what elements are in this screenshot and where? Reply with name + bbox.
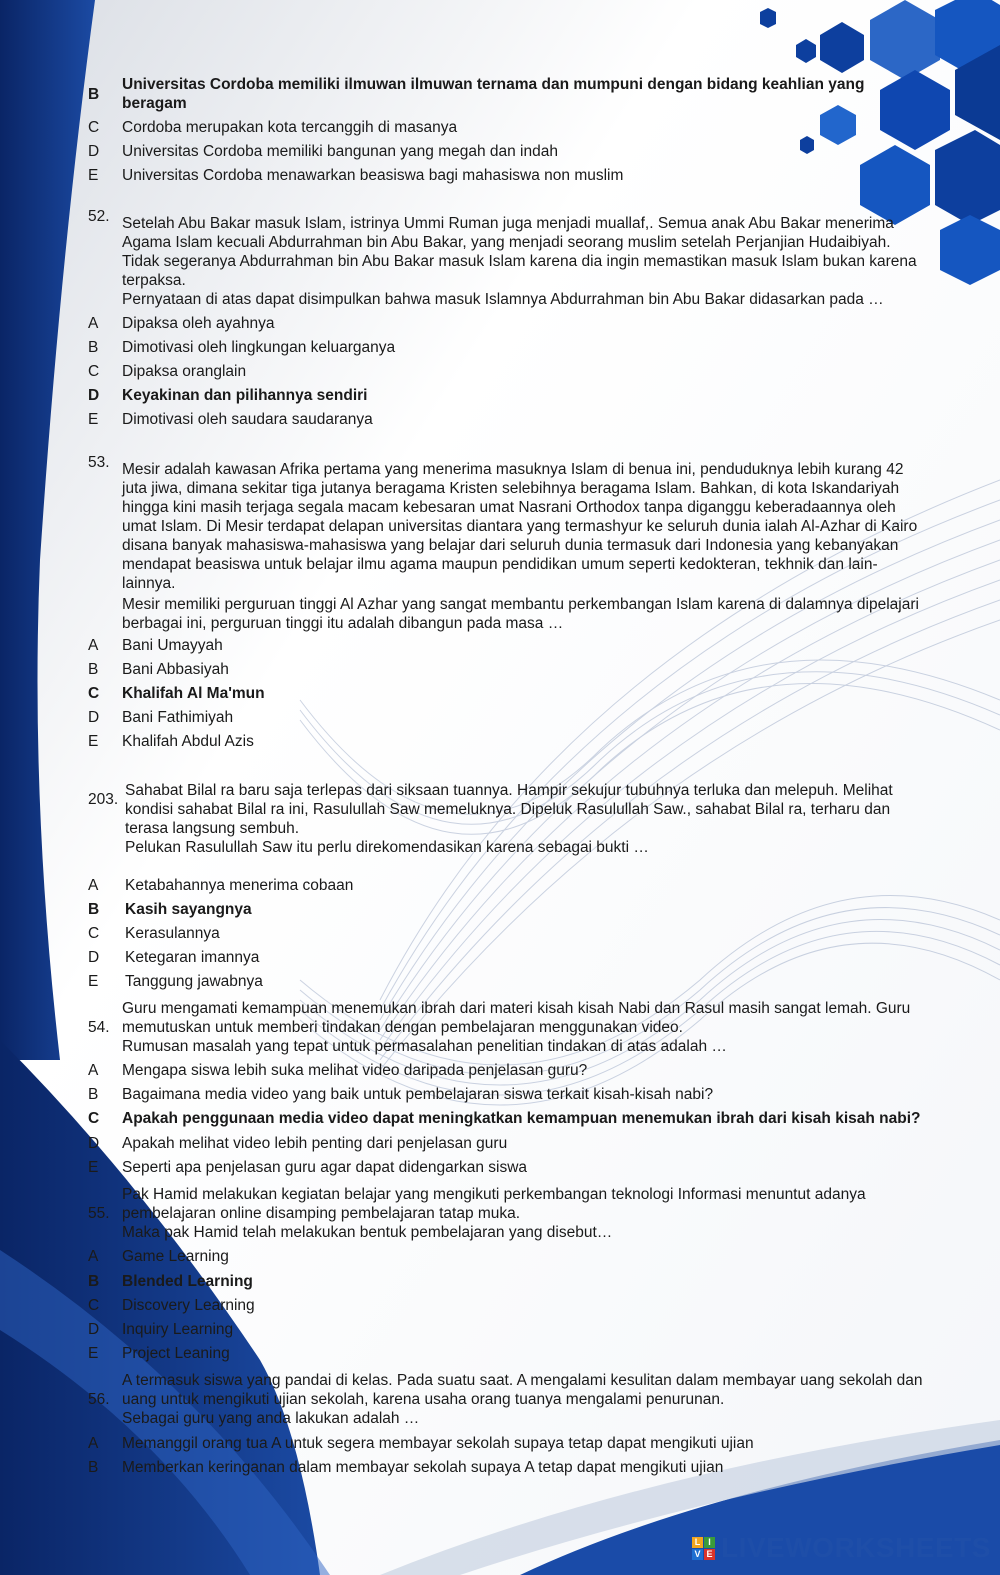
liveworksheets-logo-icon: L I V E xyxy=(692,1537,715,1560)
option-letter: E xyxy=(88,167,99,184)
option-letter: A xyxy=(88,1435,99,1452)
option-text: Dimotivasi oleh saudara saudaranya xyxy=(122,411,373,428)
option-letter: E xyxy=(88,1345,99,1362)
option-letter: E xyxy=(88,411,99,428)
option-letter: A xyxy=(88,877,99,894)
option-text: Mengapa siswa lebih suka melihat video daripada penjelasan guru? xyxy=(122,1062,588,1079)
question-number: 53. xyxy=(88,454,110,471)
option-text: Game Learning xyxy=(122,1248,229,1265)
question-prompt: Pelukan Rasulullah Saw itu perlu direkomendasikan karena sebagai bukti … xyxy=(125,839,649,856)
option-text: Dipaksa oranglain xyxy=(122,363,247,380)
question-text: Mesir adalah kawasan Afrika pertama yang menerima masuknya Islam di benua ini, penduduknya lebih kurang 42 xyxy=(122,461,904,478)
option-letter: E xyxy=(88,1159,99,1176)
question-prompt: berbagai ini, perguruan tinggi itu adalah dibangun pada masa … xyxy=(122,615,564,632)
option-letter: A xyxy=(88,1248,99,1265)
option-letter: A xyxy=(88,1062,99,1079)
option-text: Seperti apa penjelasan guru agar dapat didengarkan siswa xyxy=(122,1159,528,1176)
question-text: terasa langsung sembuh. xyxy=(125,820,300,837)
question-text: Sahabat Bilal ra baru saja terlepas dari siksaan tuannya. Hampir sekujur tubuhnya terluka dan melepuh. Melihat xyxy=(125,782,893,799)
option-text: Kerasulannya xyxy=(125,925,220,942)
question-prompt: Sebagai guru yang anda lakukan adalah … xyxy=(122,1410,420,1427)
option-text: Khalifah Abdul Azis xyxy=(122,733,254,750)
question-number: 56. xyxy=(88,1391,110,1408)
question-text: mendapat beasiswa untuk belajar ilmu agama maupun pendidikan umum seperti kedokteran, tekhnik dan lain- xyxy=(122,556,878,573)
option-text: Ketegaran imannya xyxy=(125,949,260,966)
question-text: kondisi sahabat Bilal ra ini, Rasulullah Saw memeluknya. Dipeluk Rasulullah Saw., sahabat Bilal ra, terharu dan xyxy=(125,801,891,818)
option-letter: A xyxy=(88,315,99,332)
option-text: Bagaimana media video yang baik untuk pembelajaran siswa terkait kisah-kisah nabi? xyxy=(122,1086,714,1103)
option-letter: A xyxy=(88,637,99,654)
option-letter: D xyxy=(88,949,100,966)
option-text-b-line1: Universitas Cordoba memiliki ilmuwan ilmuwan ternama dan mumpuni dengan bidang keahlian yang xyxy=(122,76,865,93)
question-text: Guru mengamati kemampuan menemukan ibrah dari materi kisah kisah Nabi dan Rasul masih sangat lemah. Guru xyxy=(122,1000,911,1017)
option-text-d: Universitas Cordoba memiliki bangunan yang megah dan indah xyxy=(122,143,558,160)
option-text: Tanggung jawabnya xyxy=(125,973,263,990)
option-text-correct: Apakah penggunaan media video dapat meningkatkan kemampuan menemukan ibrah dari kisah kisah nabi? xyxy=(122,1110,921,1127)
option-text: Dipaksa oleh ayahnya xyxy=(122,315,275,332)
option-letter-correct: C xyxy=(88,685,100,702)
option-letter-correct: D xyxy=(88,387,100,404)
option-letter: B xyxy=(88,1459,99,1476)
option-letter: B xyxy=(88,86,100,103)
option-text-c: Cordoba merupakan kota tercanggih di masanya xyxy=(122,119,458,136)
option-text: Memberkan keringanan dalam membayar sekolah supaya A tetap dapat mengikuti ujian xyxy=(122,1459,724,1476)
option-letter: C xyxy=(88,1297,100,1314)
option-letter: B xyxy=(88,339,99,356)
option-letter: E xyxy=(88,973,99,990)
option-text: Bani Umayyah xyxy=(122,637,223,654)
liveworksheets-brand[interactable] xyxy=(692,1532,991,1564)
question-text: memutuskan untuk memberi tindakan dengan pembelajaran menggunakan video. xyxy=(122,1019,683,1036)
option-text: Inquiry Learning xyxy=(122,1321,234,1338)
option-letter: C xyxy=(88,925,100,942)
question-prompt: Rumusan masalah yang tepat untuk permasalahan penelitian tindakan di atas adalah … xyxy=(122,1038,727,1055)
question-text: Pak Hamid melakukan kegiatan belajar yang mengikuti perkembangan teknologi Informasi menuntut adanya xyxy=(122,1186,866,1203)
question-text: pembelajaran online disamping pembelajaran tatap muka. xyxy=(122,1205,521,1222)
option-text: Ketabahannya menerima cobaan xyxy=(125,877,354,894)
option-letter: C xyxy=(88,119,100,136)
option-letter: C xyxy=(88,363,100,380)
option-text-correct: Keyakinan dan pilihannya sendiri xyxy=(122,387,368,404)
option-text-correct: Khalifah Al Ma'mun xyxy=(122,685,265,702)
question-number: 52. xyxy=(88,208,110,225)
question-text: umat Islam. Di Mesir terdapat delapan universitas diantara yang termashyur ke seluruh dunia ialah Al-Azhar di Kairo xyxy=(122,518,918,535)
brand-text: LIVEWORKSHEETS xyxy=(721,1532,991,1563)
option-letter: D xyxy=(88,1321,100,1338)
option-letter-correct: B xyxy=(88,901,100,918)
option-text: Discovery Learning xyxy=(122,1297,255,1314)
option-text: Dimotivasi oleh lingkungan keluarganya xyxy=(122,339,396,356)
question-number: 203. xyxy=(88,791,119,808)
option-text-e: Universitas Cordoba menawarkan beasiswa bagi mahasiswa non muslim xyxy=(122,167,624,184)
option-text-correct: Kasih sayangnya xyxy=(125,901,252,918)
option-letter: D xyxy=(88,143,100,160)
question-text: juta jiwa, dimana sekitar tiga jutanya beragama Kristen selebihnya beragama Islam. Bahkan, di kota Iskandariyah xyxy=(122,480,900,497)
question-text: uang untuk mengikuti ujian sekolah, karena usaha orang tuanya mengalami penurunan. xyxy=(122,1391,725,1408)
option-text: Bani Abbasiyah xyxy=(122,661,229,678)
option-letter: B xyxy=(88,1086,99,1103)
option-text-b-line2: beragam xyxy=(122,95,187,112)
question-text: A termasuk siswa yang pandai di kelas. Pada suatu saat. A mengalami kesulitan dalam membayar uang sekolah dan xyxy=(122,1372,923,1389)
option-letter: D xyxy=(88,709,100,726)
question-text: Setelah Abu Bakar masuk Islam, istrinya Ummi Ruman juga menjadi muallaf,. Semua anak Abu Bakar menerima xyxy=(122,215,894,232)
option-letter-correct: C xyxy=(88,1110,100,1127)
option-letter: E xyxy=(88,733,99,750)
option-letter: B xyxy=(88,661,99,678)
option-letter-correct: B xyxy=(88,1273,100,1290)
question-text: disana banyak mahasiswa-mahasiswa yang belajar dari seluruh dunia termasuk dari Indonesia yang kebanyakan xyxy=(122,537,899,554)
question-text: terpaksa. xyxy=(122,272,186,289)
option-text: Project Leaning xyxy=(122,1345,230,1362)
option-text: Apakah melihat video lebih penting dari penjelasan guru xyxy=(122,1135,508,1152)
question-text: Tidak segeranya Abdurrahman bin Abu Bakar masuk Islam karena dia ingin memastikan masuk Islam bukan karena xyxy=(122,253,917,270)
question-prompt: Maka pak Hamid telah melakukan bentuk pembelajaran yang disebut… xyxy=(122,1224,613,1241)
question-text: Agama Islam kecuali Abdurrahman bin Abu Bakar, yang menjadi seorang muslim setelah Perjanjian Hudaibiyah. xyxy=(122,234,891,251)
option-letter: D xyxy=(88,1135,100,1152)
question-number: 55. xyxy=(88,1205,110,1222)
option-text: Bani Fathimiyah xyxy=(122,709,234,726)
question-text: hingga kini masih terjaga segala macam kebesaran umat Nasrani Orthodox tanpa diganggu keberadaannya oleh xyxy=(122,499,896,516)
question-number: 54. xyxy=(88,1019,110,1036)
option-text-correct: Blended Learning xyxy=(122,1273,253,1290)
question-prompt: Pernyataan di atas dapat disimpulkan bahwa masuk Islamnya Abdurrahman bin Abu Bakar didasarkan pada … xyxy=(122,291,884,308)
question-prompt: Mesir memiliki perguruan tinggi Al Azhar yang sangat membantu perkembangan Islam karena di dalamnya dipelajari xyxy=(122,596,919,613)
question-text: lainnya. xyxy=(122,575,176,592)
option-text: Memanggil orang tua A untuk segera membayar sekolah supaya tetap dapat mengikuti ujian xyxy=(122,1435,754,1452)
